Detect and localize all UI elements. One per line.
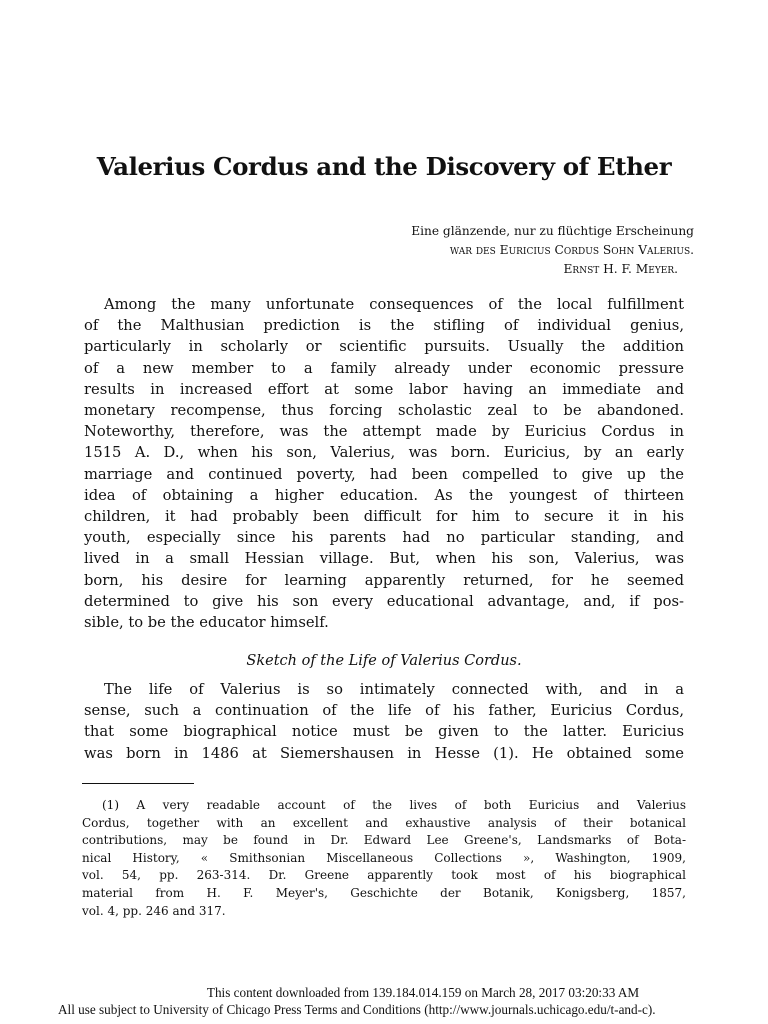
footnote-line: (1) A very readable account of the lives of both Euricius and Valerius bbox=[102, 798, 686, 812]
text-line: results in increased effort at some labor having an immediate and bbox=[84, 380, 684, 398]
footnote-divider bbox=[82, 783, 194, 784]
footnote-line: Cordus, together with an excellent and exhaustive analysis of their botanical bbox=[82, 815, 686, 830]
text-line: of the Malthusian prediction is the stifling of individual genius, bbox=[84, 317, 684, 335]
text-line: children, it had probably been difficult for him to secure it in his bbox=[84, 508, 684, 526]
text-line: was born in 1486 at Siemershausen in Hesse (1). He obtained some bbox=[84, 744, 684, 762]
text-line: sible, to be the educator himself. bbox=[84, 614, 329, 632]
text-line: Noteworthy, therefore, was the attempt made by Euricius Cordus in bbox=[84, 423, 684, 441]
text-line: 1515 A. D., when his son, Valerius, was born. Euricius, by an early bbox=[84, 444, 684, 462]
text-line: The life of Valerius is so intimately connected with, and in a bbox=[104, 681, 684, 698]
text-line: idea of obtaining a higher education. As the youngest of thirteen bbox=[84, 486, 684, 504]
text-line: determined to give his son every educational advantage, and, if pos- bbox=[84, 592, 684, 610]
text-line: Among the many unfortunate consequences of the local fulfillment bbox=[104, 296, 684, 313]
epigraph bbox=[274, 222, 694, 279]
text-line: that some biographical notice must be given to the latter. Euricius bbox=[84, 723, 684, 741]
section-heading: Sketch of the Life of Valerius Cordus. bbox=[246, 653, 522, 669]
section-paragraph bbox=[84, 679, 684, 764]
text-line: lived in a small Hessian village. But, when his son, Valerius, was bbox=[84, 550, 684, 568]
text-line: sense, such a continuation of the life of his father, Euricius Cordus, bbox=[84, 702, 684, 720]
text-line: born, his desire for learning apparently returned, for he seemed bbox=[84, 571, 684, 589]
text-line: youth, especially since his parents had no particular standing, and bbox=[84, 529, 684, 547]
epigraph-line: Eine glänzende, nur zu flüchtige Erscheinung bbox=[411, 224, 694, 238]
download-footer bbox=[0, 984, 768, 1018]
text-line: of a new member to a family already under economic pressure bbox=[84, 359, 684, 377]
footnote-line: contributions, may be found in Dr. Edward Lee Greene's, Landsmarks of Bota- bbox=[82, 833, 686, 848]
footnote-line: vol. 54, pp. 263-314. Dr. Greene apparently took most of his biographical bbox=[82, 868, 686, 883]
epigraph-line: war des Euricius Cordus Sohn Valerius. bbox=[449, 243, 694, 257]
download-notice: This content downloaded from 139.184.014.159 on March 28, 2017 03:20:33 AM bbox=[206, 985, 640, 1000]
terms-notice: All use subject to University of Chicago Press Terms and Conditions (http://www.journals.uchicago.edu/t-and-c). bbox=[58, 1002, 656, 1017]
footnote-line: nical History, « Smithsonian Miscellaneous Collections », Washington, 1909, bbox=[82, 850, 686, 865]
text-line: particularly in scholarly or scientific pursuits. Usually the addition bbox=[84, 338, 684, 356]
epigraph-author: Ernst H. F. Meyer. bbox=[563, 262, 678, 276]
footnote-line: vol. 4, pp. 246 and 317. bbox=[82, 903, 226, 918]
footnote-line: material from H. F. Meyer's, Geschichte der Botanik, Konigsberg, 1857, bbox=[82, 885, 686, 900]
text-line: monetary recompense, thus forcing scholastic zeal to be abandoned. bbox=[84, 402, 684, 420]
footnote bbox=[82, 797, 686, 920]
article-title: Valerius Cordus and the Discovery of Ether bbox=[96, 152, 672, 181]
text-line: marriage and continued poverty, had been compelled to give up the bbox=[84, 465, 684, 483]
intro-paragraph bbox=[84, 294, 684, 633]
